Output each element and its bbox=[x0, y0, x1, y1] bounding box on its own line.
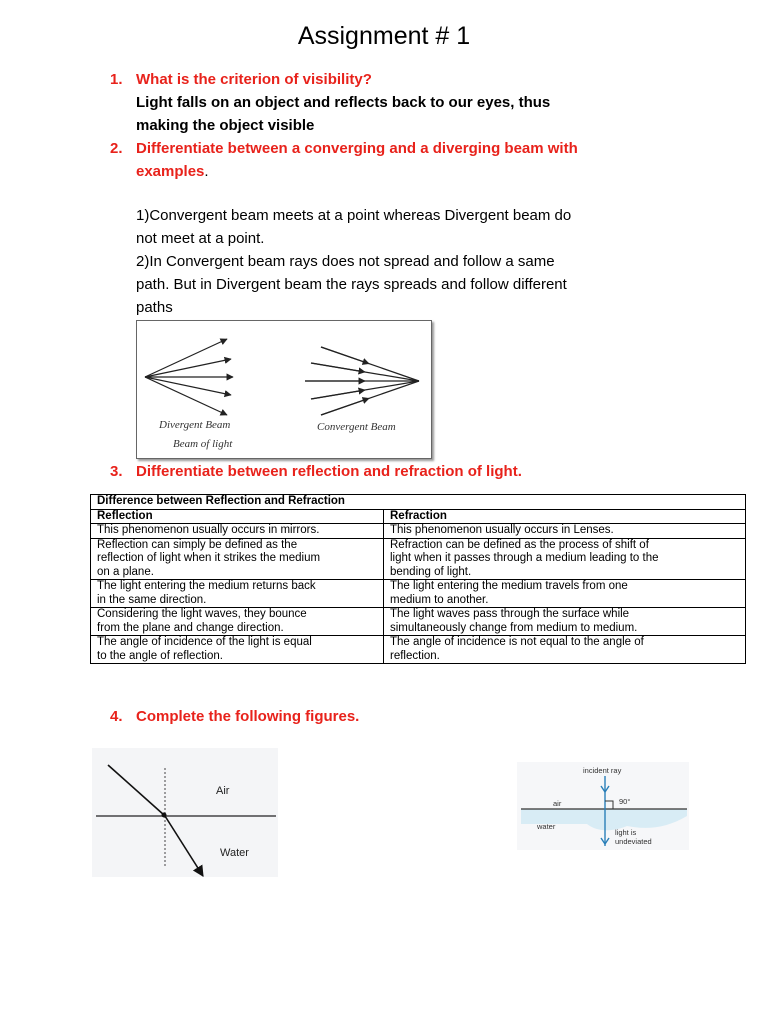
cell-line: reflection of light when it strikes the medium bbox=[97, 552, 321, 564]
answer-2 bbox=[136, 204, 696, 319]
table-cell-reflection bbox=[91, 580, 384, 608]
answer-line: 2)In Convergent beam rays does not spread and follow a same bbox=[136, 253, 555, 270]
cell-line: Reflection can simply be defined as the bbox=[97, 538, 298, 551]
cell-line: medium to another. bbox=[390, 593, 489, 606]
question-number: 1. bbox=[110, 71, 123, 88]
question-3 bbox=[110, 460, 522, 483]
table-caption-row bbox=[91, 495, 746, 510]
table-header-refraction: Refraction bbox=[384, 509, 746, 524]
cell-line: light when it passes through a medium leading to the bbox=[390, 552, 659, 564]
answer-line: 1)Convergent beam meets at a point whereas Divergent beam do bbox=[136, 207, 572, 224]
table-header-row bbox=[91, 509, 746, 524]
answer-1 bbox=[136, 91, 696, 137]
cell-line: on a plane. bbox=[97, 565, 154, 578]
question-4 bbox=[110, 705, 359, 728]
table-header-reflection: Reflection bbox=[91, 509, 384, 524]
convergent-label: Convergent Beam bbox=[317, 421, 396, 433]
water-label: water bbox=[537, 822, 556, 831]
table-cell-reflection bbox=[91, 524, 384, 539]
table-row bbox=[91, 524, 746, 539]
table-cell-refraction bbox=[384, 580, 746, 608]
table-cell-reflection bbox=[91, 538, 384, 580]
page-title: Assignment # 1 bbox=[297, 22, 471, 50]
cell-line: reflection. bbox=[390, 649, 440, 662]
normal-incidence-figure bbox=[517, 762, 689, 850]
divergent-label: Divergent Beam bbox=[159, 419, 231, 431]
question-text: examples bbox=[136, 163, 205, 180]
cell-line: The light waves pass through the surface while bbox=[390, 608, 630, 620]
table-cell-refraction bbox=[384, 608, 746, 636]
table-cell-refraction bbox=[384, 636, 746, 664]
comparison-table bbox=[90, 494, 746, 664]
question-text: What is the criterion of visibility? bbox=[136, 71, 372, 88]
table-cell-refraction bbox=[384, 538, 746, 580]
question-2 bbox=[110, 137, 578, 183]
cell-line: in the same direction. bbox=[97, 593, 207, 606]
undeviated-label-line2: undeviated bbox=[615, 837, 652, 846]
cell-line: The angle of incidence of the light is equal bbox=[97, 636, 312, 648]
table-row bbox=[91, 608, 746, 636]
table-row bbox=[91, 636, 746, 664]
beam-caption: Beam of light bbox=[173, 438, 233, 450]
table-cell-reflection bbox=[91, 608, 384, 636]
cell-line: bending of light. bbox=[390, 565, 472, 578]
incident-ray-label: incident ray bbox=[583, 766, 622, 775]
answer-line: making the object visible bbox=[136, 117, 315, 134]
question-text: Differentiate between reflection and refraction of light. bbox=[136, 463, 522, 480]
cell-line: to the angle of reflection. bbox=[97, 649, 223, 662]
cell-line: simultaneously change from medium to medium. bbox=[390, 621, 638, 634]
incidence-point bbox=[162, 813, 167, 818]
table-cell-reflection bbox=[91, 636, 384, 664]
question-1 bbox=[110, 68, 372, 91]
question-period: . bbox=[204, 163, 209, 180]
cell-line: The light entering the medium travels from one bbox=[390, 580, 628, 592]
beam-diagram bbox=[137, 321, 431, 458]
angle-label: 90° bbox=[619, 797, 631, 806]
answer-line: not meet at a point. bbox=[136, 230, 265, 247]
question-number: 2. bbox=[110, 140, 123, 157]
refraction-figure bbox=[92, 748, 278, 877]
undeviated-label-line1: light is bbox=[615, 828, 637, 837]
divergent-beam bbox=[145, 339, 233, 415]
question-number: 3. bbox=[110, 463, 123, 480]
cell-line: The light entering the medium returns back bbox=[97, 580, 316, 592]
air-label: Air bbox=[216, 785, 230, 797]
air-label: air bbox=[553, 799, 562, 808]
table-caption: Difference between Reflection and Refraction bbox=[91, 495, 746, 510]
cell-line: This phenomenon usually occurs in mirrors. bbox=[97, 524, 320, 536]
convergent-beam bbox=[305, 347, 419, 415]
cell-line: Refraction can be defined as the process of shift of bbox=[390, 538, 649, 551]
answer-line: Light falls on an object and reflects back to our eyes, thus bbox=[136, 94, 551, 111]
cell-line: Considering the light waves, they bounce bbox=[97, 608, 307, 620]
cell-line: The angle of incidence is not equal to the angle of bbox=[390, 636, 644, 648]
question-text: Differentiate between a converging and a diverging beam with bbox=[136, 140, 578, 157]
water-label: Water bbox=[220, 847, 249, 859]
cell-line: from the plane and change direction. bbox=[97, 621, 284, 634]
table-row bbox=[91, 538, 746, 580]
question-number: 4. bbox=[110, 708, 123, 725]
table-row bbox=[91, 580, 746, 608]
answer-line: paths bbox=[136, 299, 173, 316]
beam-figure bbox=[136, 320, 432, 459]
answer-line: path. But in Divergent beam the rays spreads and follow different bbox=[136, 276, 567, 293]
table-cell-refraction bbox=[384, 524, 746, 539]
cell-line: This phenomenon usually occurs in Lenses. bbox=[390, 524, 614, 536]
question-text: Complete the following figures. bbox=[136, 708, 360, 725]
